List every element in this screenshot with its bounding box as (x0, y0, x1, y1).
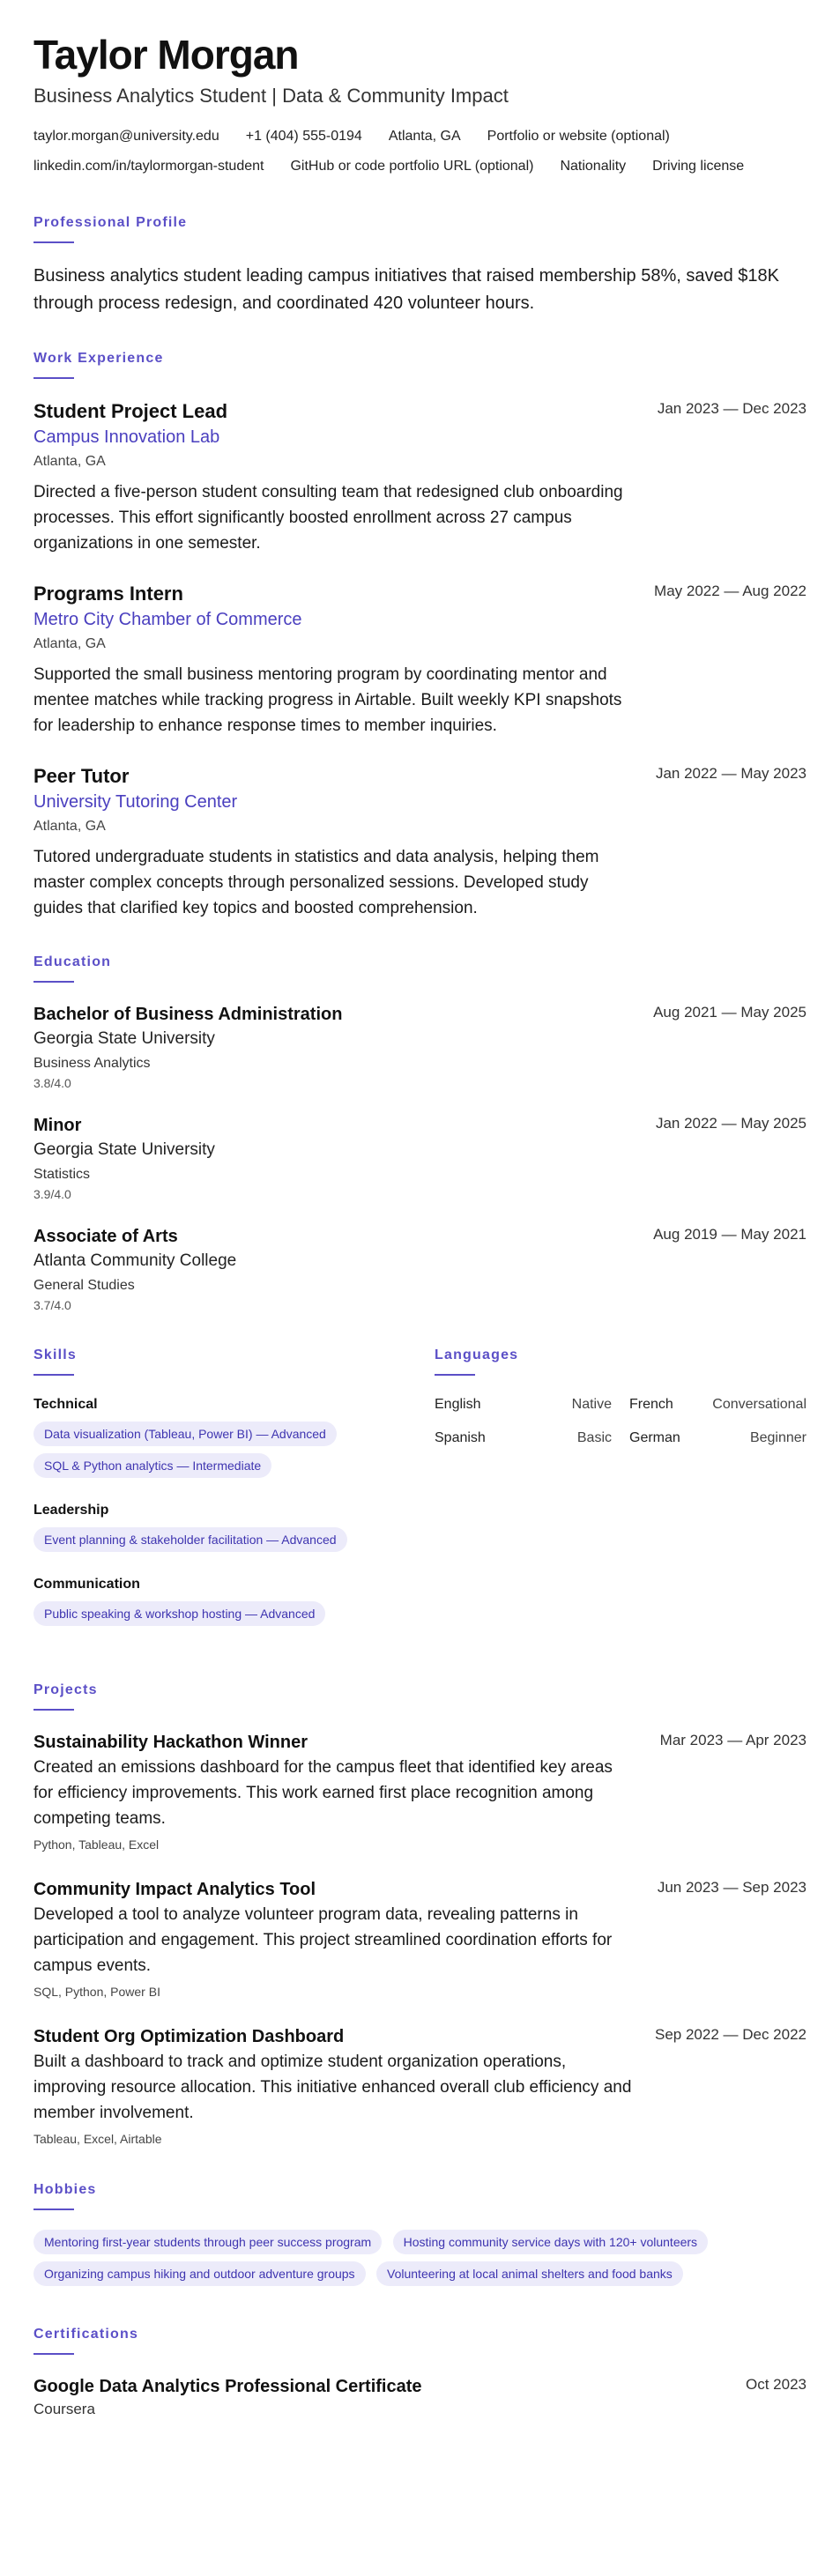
contact-phone[interactable]: +1 (404) 555-0194 (245, 129, 362, 144)
education-entry (33, 1113, 807, 1203)
profile-section (33, 213, 807, 317)
job-dates: May 2022 — Aug 2022 (654, 583, 807, 599)
project-entry (33, 1730, 807, 1854)
job-title: Programs Intern (33, 583, 183, 605)
language-list (435, 1395, 807, 1448)
experience-entry (33, 763, 807, 921)
job-organization: Metro City Chamber of Commerce (33, 610, 302, 629)
language-name: German (629, 1430, 680, 1445)
project-description: Created an emissions dashboard for the campus fleet that identified key areas for efficiency improvements. This work earned first place recognition among competing teams. (33, 1758, 613, 1828)
project-entry (33, 2024, 807, 2149)
certifications-section (33, 2325, 807, 2420)
skills-languages-row (33, 1346, 807, 1649)
project-name: Sustainability Hackathon Winner (33, 1733, 308, 1752)
language-name: English (435, 1397, 481, 1412)
education-dates: Aug 2019 — May 2021 (653, 1226, 807, 1243)
project-tech: Python, Tableau, Excel (33, 1837, 160, 1852)
school-name: Georgia State University (33, 1029, 215, 1048)
section-title: Projects (33, 1682, 98, 1697)
skill-pill: SQL & Python analytics — Intermediate (33, 1453, 271, 1478)
candidate-headline: Business Analytics Student | Data & Community Impact (33, 85, 509, 107)
language-name: Spanish (435, 1430, 486, 1445)
language-item (629, 1395, 807, 1414)
projects-section (33, 1681, 807, 2149)
education-entry (33, 1002, 807, 1092)
project-name: Student Org Optimization Dashboard (33, 2027, 345, 2046)
project-dates: Mar 2023 — Apr 2023 (659, 1732, 807, 1748)
contact-github[interactable]: GitHub or code portfolio URL (optional) (290, 159, 534, 174)
section-divider (33, 377, 74, 379)
project-description: Developed a tool to analyze volunteer program data, revealing patterns in participation and engagement. This project streamlined coordination efforts for campus events. (33, 1905, 613, 1975)
language-level: Conversational (712, 1397, 807, 1412)
skill-group (33, 1575, 435, 1633)
skill-pill: Event planning & stakeholder facilitation — Advanced (33, 1527, 347, 1552)
language-level: Basic (576, 1430, 612, 1445)
language-name: French (629, 1397, 673, 1412)
section-title: Certifications (33, 2327, 139, 2342)
job-dates: Jan 2022 — May 2023 (655, 765, 807, 782)
hobby-pill: Volunteering at local animal shelters and food banks (376, 2261, 683, 2286)
grade: 3.7/4.0 (33, 1298, 71, 1312)
skill-category: Technical (33, 1397, 98, 1412)
contact-nationality: Nationality (560, 159, 627, 174)
contact-list (33, 122, 807, 182)
language-item (629, 1429, 807, 1448)
hobbies-section (33, 2180, 807, 2293)
certification-date: Oct 2023 (746, 2376, 807, 2393)
contact-driving-license: Driving license (652, 159, 745, 174)
education-dates: Jan 2022 — May 2025 (655, 1115, 807, 1132)
contact-linkedin[interactable]: linkedin.com/in/taylormorgan-student (33, 159, 264, 174)
experience-section (33, 349, 807, 921)
project-entry (33, 1877, 807, 2001)
language-level: Native (571, 1397, 612, 1412)
job-title: Peer Tutor (33, 765, 130, 787)
field-of-study: General Studies (33, 1278, 135, 1293)
experience-entry (33, 581, 807, 739)
hobby-pill: Hosting community service days with 120+ volunteers (393, 2230, 708, 2254)
degree-title: Associate of Arts (33, 1227, 178, 1246)
project-dates: Jun 2023 — Sep 2023 (657, 1879, 807, 1896)
project-dates: Sep 2022 — Dec 2022 (654, 2026, 807, 2043)
education-section (33, 953, 807, 1314)
skills-section (33, 1346, 435, 1649)
hobby-list (33, 2230, 807, 2293)
job-organization: Campus Innovation Lab (33, 427, 220, 447)
contact-website[interactable]: Portfolio or website (optional) (487, 129, 670, 144)
section-divider (33, 2209, 74, 2210)
grade: 3.9/4.0 (33, 1187, 71, 1201)
profile-summary: Business analytics student leading campus initiatives that raised membership 58%, saved $18K through process redesign, and coordinated 420 volunteer hours. (33, 266, 780, 313)
section-title: Work Experience (33, 351, 164, 366)
languages-section (435, 1346, 807, 1649)
resume-header (33, 32, 807, 182)
job-location: Atlanta, GA (33, 819, 106, 834)
field-of-study: Business Analytics (33, 1056, 151, 1071)
certification-name: Google Data Analytics Professional Certificate (33, 2377, 422, 2396)
section-divider (435, 1374, 475, 1376)
education-dates: Aug 2021 — May 2025 (653, 1004, 807, 1021)
degree-title: Minor (33, 1116, 82, 1135)
contact-location: Atlanta, GA (388, 129, 461, 144)
section-title: Education (33, 954, 112, 969)
grade: 3.8/4.0 (33, 1076, 71, 1090)
contact-email[interactable]: taylor.morgan@university.edu (33, 129, 219, 144)
skill-category: Communication (33, 1577, 140, 1592)
job-location: Atlanta, GA (33, 636, 106, 651)
language-level: Beginner (749, 1430, 807, 1445)
hobby-pill: Mentoring first-year students through peer success program (33, 2230, 382, 2254)
experience-entry (33, 398, 807, 556)
section-divider (33, 241, 74, 243)
section-divider (33, 1374, 74, 1376)
field-of-study: Statistics (33, 1167, 91, 1182)
certification-issuer: Coursera (33, 2401, 95, 2417)
project-tech: Tableau, Excel, Airtable (33, 2132, 162, 2146)
project-description: Built a dashboard to track and optimize student organization operations, improving resource allocation. This initiative enhanced overall club efficiency and member involvement. (33, 2053, 632, 2122)
section-divider (33, 2353, 74, 2355)
section-title: Hobbies (33, 2182, 97, 2197)
education-entry (33, 1224, 807, 1314)
section-title: Languages (435, 1347, 519, 1362)
candidate-name: Taylor Morgan (33, 32, 299, 78)
project-tech: SQL, Python, Power BI (33, 1985, 160, 1999)
skill-pill: Public speaking & workshop hosting — Advanced (33, 1601, 325, 1626)
skill-category: Leadership (33, 1503, 109, 1518)
job-description: Supported the small business mentoring program by coordinating mentor and mentee matches while tracking progress in Airtable. Built weekly KPI snapshots for leadership to enhance response times to member inquiries. (33, 665, 622, 735)
school-name: Atlanta Community College (33, 1251, 237, 1270)
section-title: Professional Profile (33, 215, 188, 230)
job-description: Directed a five-person student consulting team that redesigned club onboarding processes. This effort significantly boosted enrollment across 27 campus organizations in one semester. (33, 483, 623, 553)
job-location: Atlanta, GA (33, 454, 106, 469)
job-organization: University Tutoring Center (33, 792, 238, 812)
skill-pill: Data visualization (Tableau, Power BI) — Advanced (33, 1422, 337, 1446)
certification-entry (33, 2374, 807, 2420)
skill-group (33, 1501, 435, 1559)
job-title: Student Project Lead (33, 400, 228, 422)
skill-group (33, 1395, 435, 1485)
degree-title: Bachelor of Business Administration (33, 1005, 343, 1024)
language-item (435, 1395, 612, 1414)
job-description: Tutored undergraduate students in statistics and data analysis, helping them master complex concepts through personalized sessions. Developed study guides that clarified key topics and boosted comprehension. (33, 848, 599, 917)
project-name: Community Impact Analytics Tool (33, 1880, 316, 1899)
hobby-pill: Organizing campus hiking and outdoor adventure groups (33, 2261, 366, 2286)
section-divider (33, 1709, 74, 1711)
section-divider (33, 981, 74, 983)
job-dates: Jan 2023 — Dec 2023 (657, 400, 807, 417)
language-item (435, 1429, 612, 1448)
school-name: Georgia State University (33, 1140, 215, 1159)
section-title: Skills (33, 1347, 78, 1362)
